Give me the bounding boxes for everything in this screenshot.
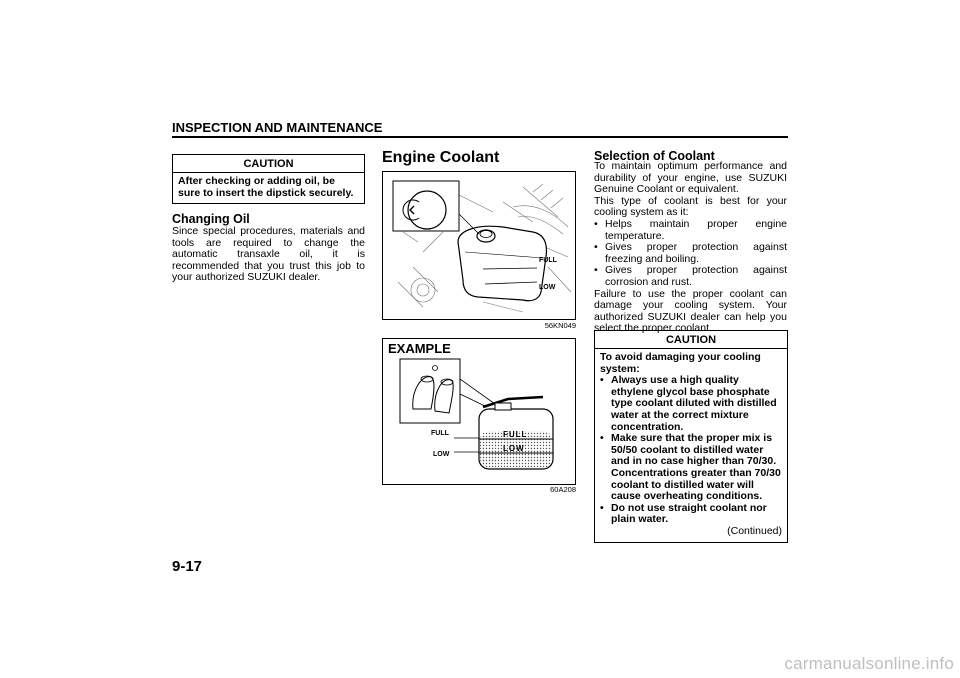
caution-body bbox=[595, 349, 787, 542]
low-label: LOW bbox=[539, 284, 556, 291]
figure1-code: 56KN049 bbox=[544, 321, 576, 330]
caution-title: CAUTION bbox=[595, 331, 787, 349]
low-label-example: LOW bbox=[433, 451, 450, 458]
full-label: FULL bbox=[539, 257, 557, 264]
tank-low-mark: LOW bbox=[503, 444, 525, 453]
full-label-example: FULL bbox=[431, 430, 449, 437]
caution-title: CAUTION bbox=[173, 155, 364, 173]
figure2-code: 60A208 bbox=[550, 485, 576, 494]
caution-intro: To avoid damaging your cooling system: bbox=[600, 351, 761, 375]
changing-oil-heading: Changing Oil bbox=[172, 212, 250, 226]
coolant-reservoir-figure bbox=[382, 171, 576, 320]
page-number: 9-17 bbox=[172, 558, 203, 575]
watermark: carmanualsonline.info bbox=[784, 654, 954, 673]
engine-coolant-heading: Engine Coolant bbox=[382, 149, 500, 166]
header-rule bbox=[172, 136, 788, 138]
list-item: • Always use a high quality ethylene glycol base phosphate type coolant diluted with distilled water at the correct mixture concentration. bbox=[600, 375, 782, 433]
tank-full-mark: FULL bbox=[503, 430, 528, 439]
coolant-example-figure bbox=[382, 338, 576, 485]
section-header: INSPECTION AND MAINTENANCE bbox=[172, 120, 383, 135]
selection-bullets bbox=[594, 219, 787, 289]
caution-box-coolant bbox=[594, 330, 788, 543]
list-item: • Helps maintain proper engine temperature. bbox=[594, 219, 787, 242]
selection-failure: Failure to use the proper coolant can damage your cooling system. Your authorized SUZUKI dealer can help you select the proper coolant. bbox=[594, 287, 787, 335]
selection-heading: Selection of Coolant bbox=[594, 149, 715, 163]
caution-text: After checking or adding oil, be sure to insert the dipstick securely. bbox=[178, 175, 354, 199]
selection-intro: To maintain optimum performance and durability of your engine, use SUZUKI Genuine Coolant or equivalent. bbox=[594, 160, 787, 196]
example-title: EXAMPLE bbox=[388, 341, 451, 356]
selection-body bbox=[594, 161, 787, 335]
engine-bay-illustration bbox=[383, 172, 575, 319]
caution-bullets bbox=[600, 375, 782, 526]
list-item: • Gives proper protection against corrosion and rust. bbox=[594, 265, 787, 288]
list-item: • Gives proper protection against freezing and boiling. bbox=[594, 242, 787, 265]
caution-box-oil bbox=[172, 154, 365, 204]
selection-best-for: This type of coolant is best for your cooling system as it: bbox=[594, 194, 787, 219]
changing-oil-text: Since special procedures, materials and tools are required to change the automatic transaxle oil, it is recommended that you trust this job to your authorized SUZUKI dealer. bbox=[172, 225, 365, 284]
list-item: • Make sure that the proper mix is 50/50 coolant to distilled water and in no case higher than 70/30. Concentrations greater than 70/30 coolant to distilled water will cause overheating conditions. bbox=[600, 433, 782, 503]
list-item: • Do not use straight coolant nor plain water. bbox=[600, 503, 782, 526]
example-illustration bbox=[383, 339, 575, 484]
continued-label: (Continued) bbox=[727, 524, 782, 537]
